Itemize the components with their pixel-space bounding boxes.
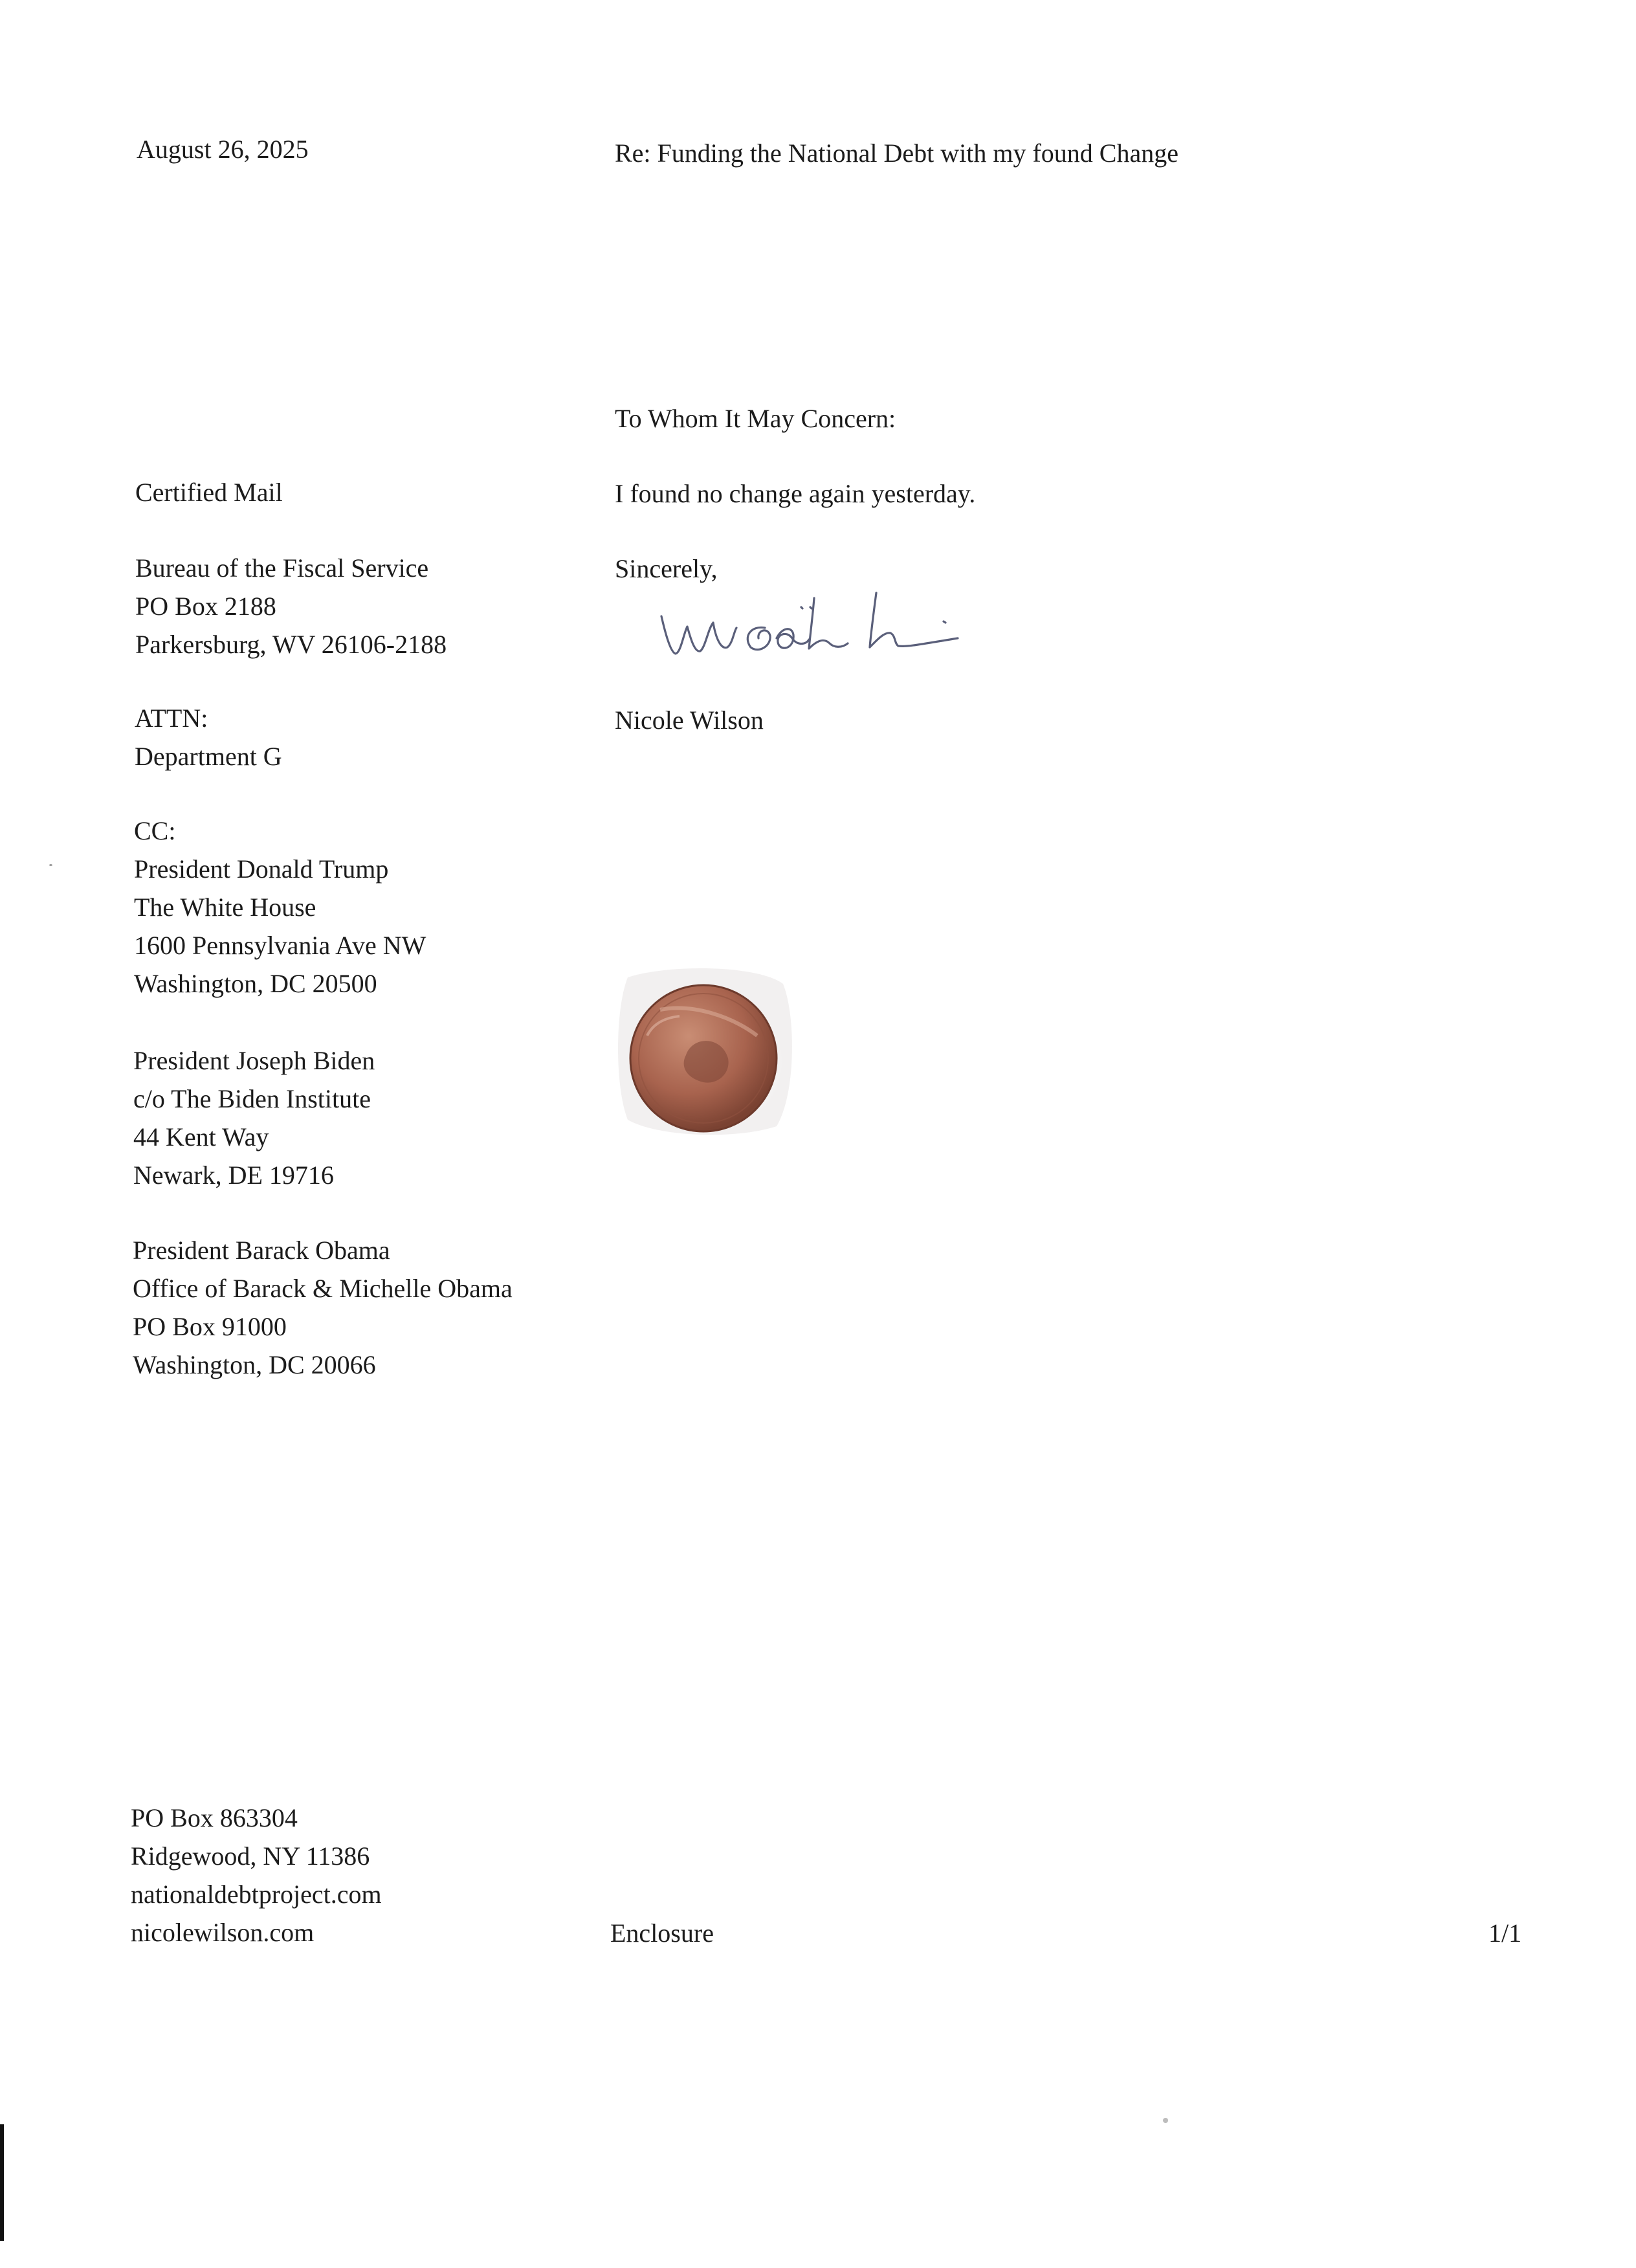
- cc-obama-address: [133, 1231, 513, 1384]
- address-line: Parkersburg, WV 26106-2188: [135, 630, 447, 659]
- address-line: Newark, DE 19716: [133, 1161, 334, 1190]
- sender-city: Ridgewood, NY 11386: [131, 1841, 370, 1871]
- scan-edge-mark: [0, 2124, 4, 2241]
- sender-po-box: PO Box 863304: [131, 1803, 298, 1832]
- mailing-method: Certified Mail: [135, 478, 283, 507]
- address-line: PO Box 91000: [133, 1312, 287, 1341]
- address-line: PO Box 2188: [135, 592, 276, 621]
- address-line: Washington, DC 20066: [133, 1350, 376, 1379]
- address-line: 44 Kent Way: [133, 1122, 269, 1151]
- letter-body: I found no change again yesterday.: [615, 479, 976, 508]
- letter-date: August 26, 2025: [137, 135, 309, 164]
- address-line: President Donald Trump: [134, 854, 389, 884]
- sender-website: nationaldebtproject.com: [131, 1880, 382, 1909]
- enclosure-label: Enclosure: [610, 1918, 714, 1948]
- recipient-address: [135, 549, 447, 663]
- handwritten-signature: [654, 576, 977, 673]
- penny-coin-icon: [608, 964, 802, 1139]
- attention-line: [135, 699, 282, 775]
- scan-dust-spot: [1163, 2118, 1168, 2123]
- address-line: Washington, DC 20500: [134, 969, 377, 998]
- address-line: President Barack Obama: [133, 1236, 390, 1265]
- address-line: The White House: [134, 893, 316, 922]
- address-line: 1600 Pennsylvania Ave NW: [134, 931, 426, 960]
- cc-biden-address: [133, 1041, 375, 1194]
- salutation: To Whom It May Concern:: [615, 404, 896, 433]
- cc-label: CC:: [134, 816, 176, 845]
- address-line: Bureau of the Fiscal Service: [135, 553, 429, 583]
- letter-subject: Re: Funding the National Debt with my found Change: [615, 139, 1178, 168]
- scan-dust-spot: [49, 864, 52, 866]
- attn-label: ATTN:: [135, 704, 208, 733]
- address-line: President Joseph Biden: [133, 1046, 375, 1075]
- signer-name: Nicole Wilson: [615, 706, 764, 735]
- sender-contact: [131, 1799, 382, 1951]
- page-number: 1/1: [1488, 1918, 1522, 1948]
- closing: Sincerely,: [615, 554, 718, 583]
- attn-department: Department G: [135, 742, 282, 771]
- address-line: c/o The Biden Institute: [133, 1084, 371, 1113]
- cc-trump-address: [134, 812, 426, 1003]
- address-line: Office of Barack & Michelle Obama: [133, 1274, 513, 1303]
- sender-website: nicolewilson.com: [131, 1918, 315, 1947]
